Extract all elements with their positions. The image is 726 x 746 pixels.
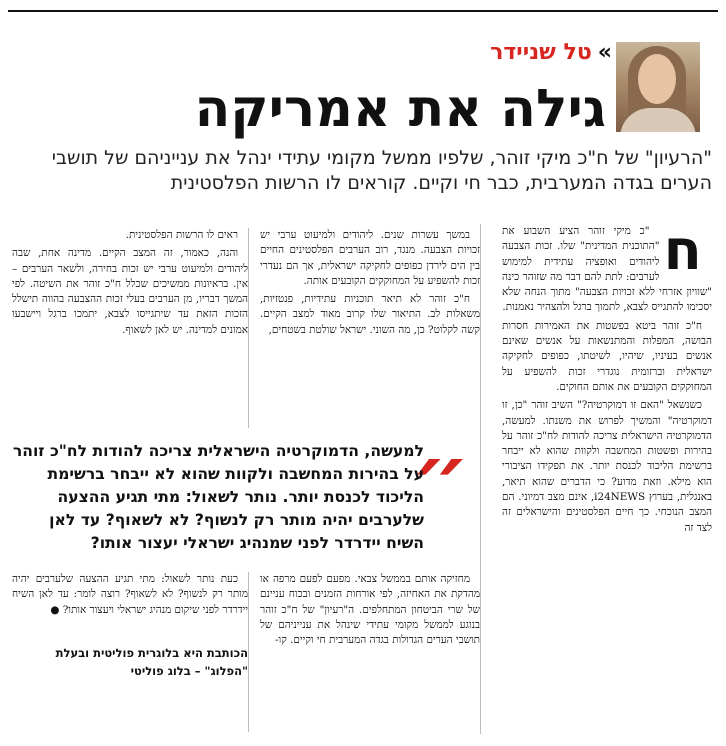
column-2 xyxy=(260,228,480,428)
dropcap: ח xyxy=(663,218,702,283)
paragraph: במשך עשרות שנים. ליהודים ולמיעוט ערבי יש זכויות הצבעה. מנגד, רוב הערבים הפלסטינים החיים בין הים לירדן כפופים לחקיקה ישראלית, אך הם נעדרי זכות להשפיע על המחוקקים הקובעים אותה. xyxy=(260,229,480,287)
paragraph: מחזיקה אותם בממשל צבאי. מפעם לפעם מרפה או מהדקת את האחיזה, לפי אורחות הזמנים ובכוח עניינם של שרי הביטחון המתחלפים. ה"רעיון" של ח"כ זוהר בנוגע לממשל מקומי עתידי שינהל את ענייניהם של תושבי הערים הגדולות בגדה המערבית חי וקיים. קו- xyxy=(260,573,480,647)
column-1 xyxy=(502,218,713,724)
column-divider xyxy=(248,572,249,732)
column-3-lower xyxy=(12,572,248,616)
paragraph: ח"כ זוהר לא תיאר תוכניות עתידיות, פנטזיות, משאלות לב. התיאור שלו קרוב מאוד למצב הקיים. קשה לקלוט? כן, מה השוני. ישראל שולטת בשטחים, xyxy=(260,293,480,336)
author-bio: הכותבת היא בלוגרית פוליטית ובעלת "הפלוג" – בלוג פוליטי xyxy=(55,646,248,678)
paragraph-text: "כ מיקי זוהר הציע השבוע את "התוכנית המדינית" שלו. זכות הצבעה ליהודים ואופציה עתידית למימוש לערבים: לתת להם דבר מה שזוהר כינה "שוויון אזרחי ללא זכויות הצבעה" מתוך הנחה שלא יסכימו להתגייס לצבא, לתמוך ברגל ולהצהיר נאמנות. xyxy=(502,225,712,314)
pull-quote-text: למעשה, הדמוקרטיה הישראלית צריכה להודות לח"כ זוהר על בהירות המחשבה ולקוות שהוא לא ייבחר ברשימת הליכוד לכנסת יותר. נותר לשאול: מתי תגיע ההצעה שלערבים יהיה מותר רק לנשוף? לא לשאוף? עד לאן השיח יידרדר לפני שמנהיג ישראלי יעצור אותו? xyxy=(12,442,424,552)
dek-subtitle: "הרעיון" של ח"כ מיקי זוהר, שלפיו ממשל מקומי עתידי ינהל את ענייניהם של תושבי הערים בגדה המערבית, כבר חי וקיים. קוראים לו הרשות הפלסטינית xyxy=(51,147,712,194)
paragraph: כעת נותר לשאול: מתי תגיע ההצעה שלערבים יהיה מותר רק לנשוף? לא לשאוף? רוצה לומר: עד לאן השיח יידרדר לפני שיקום מנהיג ישראלי ויעצור אותו? ● xyxy=(12,573,248,616)
author-name: טל שניידר xyxy=(490,40,592,65)
pull-quote xyxy=(12,427,474,562)
photo-face xyxy=(638,54,676,104)
column-divider xyxy=(480,224,481,734)
author-photo xyxy=(616,42,700,132)
paragraph: ראים לו הרשות הפלסטינית. xyxy=(125,229,238,241)
paragraph xyxy=(502,218,712,316)
chevron-icon: » xyxy=(597,40,606,65)
top-rule xyxy=(8,10,718,12)
quote-mark-icon: ״ xyxy=(410,427,470,525)
paragraph: והנה, כאמור, זה המצב הקיים. מדינה אחת, שבה ליהודים ולמיעוט ערבי יש זכות בחירה, ולשאר הערבים – אין. בראיונות ממשיכים שכלל ח"כ זוהר את השיטה. לפי המשך דבריו, מן הערבים בעלי זכות ההצבעה בהווה תישלל הזכות הזאת עד שיתגייסו לצבא, יתמכו ברגל ויישבעו אמונים למדינה. יש לאן לשאוף. xyxy=(12,247,248,336)
paragraph: כשנשאל "האם זו דמוקרטיה?" השיב זוהר "כן, זו דמוקרטיה" והמשיך לפרוש את משנתו. למעשה, הדמוקרטיה הישראלית צריכה להודות לח"כ זוהר על בהירות ופשטות המחשבה ולקוות שהוא לא ייבחר ברשימת הליכוד לכנסת יותר. את תפקידו הציבורי הוא מילא. וזאת מדוע? כי הדברים שהוא תיאר, באנגלית, בערוץ i24NEWS, אינם מצב דמיוני. הם המצב הנוכחי. כך חיים הפלסטינים והישראלים זה לצד זה xyxy=(502,399,713,534)
paragraph: ח"כ זוהר ביטא בפשטות את האמירות חסרות הבושה, המפלות והמתנשאות על אנשים שאינם אנשים בעיניו, שיהיו, לשיטתו, כפופים לחקיקה ישראלית וברזומית נוגדרי זכות להשפיע על המחוקקים הקובעים את אותם החוקים. xyxy=(502,319,712,393)
column-3 xyxy=(12,228,248,418)
column-2-lower xyxy=(260,572,480,732)
headline: גילה את אמריקה xyxy=(194,79,606,139)
author-byline xyxy=(490,40,606,65)
column-divider xyxy=(248,228,249,428)
